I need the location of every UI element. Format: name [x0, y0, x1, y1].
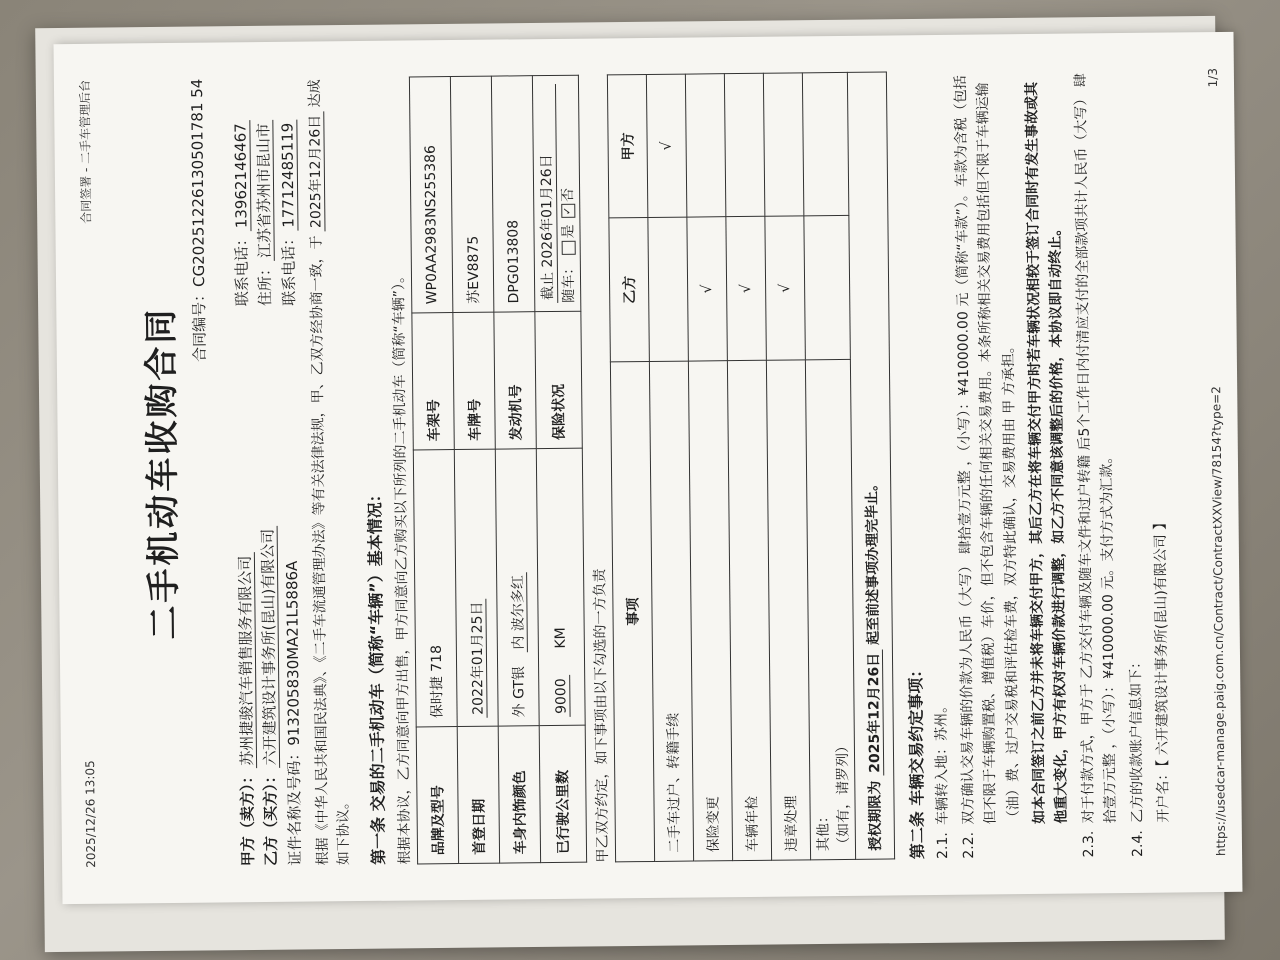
item-text: 乙方的收款账户信息如下：	[1127, 654, 1146, 823]
print-datetime: 2025/12/26 13:05	[83, 760, 99, 868]
task-item: 车辆年检	[727, 360, 771, 861]
item-number	[1029, 824, 1074, 858]
item-text: 开户名：【 六开建筑设计事务所(昆山)有限公司 】	[1152, 515, 1172, 823]
task-col-item: 事项	[610, 361, 654, 862]
task-item-other	[805, 359, 855, 860]
vin-value: WP0AA2983NS255386	[409, 77, 452, 313]
list-item	[1118, 69, 1149, 857]
other-hint: （如有，请罗列）	[834, 738, 852, 852]
article1-title: 第一条 交易的二手机动车（简称“车辆”）基本情况：	[365, 486, 389, 865]
article1-intro: 根据本协议，乙方同意向甲方出售，甲方同意向乙方购买以下所列的二手机动车（简称“车辆”）。	[391, 268, 414, 865]
mileage-label: 已行驶公里数	[539, 725, 586, 862]
page-number: 1/3	[1205, 67, 1221, 88]
item-text: 如本合同签订之前乙方并未将车辆交付甲方，其后乙方在将车辆交付甲方时若车辆状况相较于签订合同时有发生事故或其他重大变化，甲方有权对车辆价款进行调整，如乙方不同意该调整后的价格，本协议即自动终止。	[1024, 81, 1071, 825]
list-item	[923, 71, 954, 859]
page-header	[76, 80, 101, 868]
party-a-name: 苏州捷骏汽车销售服务有限公司	[236, 553, 257, 769]
contract-title: 二手机动车收购合同	[141, 306, 185, 640]
party-b-label: 乙方（买方）：	[261, 768, 281, 867]
contract-page	[54, 32, 1243, 904]
preamble-date: 2025年12月26日	[307, 112, 325, 231]
engine-value: DPG013808	[491, 76, 534, 312]
article2-title: 第二条 车辆交易约定事项：	[905, 661, 927, 860]
color-label: 车身内饰颜色	[498, 726, 540, 863]
page-url[interactable]: https://usedcar-manage.paig.com.cn/Contract/ContractXXView/78154?type=2	[1209, 386, 1229, 857]
no-label: 否	[559, 187, 577, 203]
page-footer	[1206, 68, 1228, 856]
task-col-party-b: 乙方	[608, 218, 648, 362]
color-inner: 内 波尔多红	[510, 572, 528, 653]
list-item	[950, 70, 1025, 859]
mileage-unit: KM	[552, 627, 570, 649]
party-a-phone-label: 联系电话：	[232, 231, 252, 307]
brand-label: 品牌及型号	[416, 727, 458, 864]
task-item: 违章处理	[766, 360, 810, 861]
insurance-until: 截止 2026年01月26日	[535, 84, 558, 303]
color-outer: 外 GT银	[510, 665, 528, 718]
reg-date-label: 首登日期	[457, 726, 499, 863]
item-number: 2.3.	[1080, 830, 1097, 858]
yes-checkbox[interactable]	[561, 240, 575, 254]
vin-label: 车架号	[412, 313, 454, 450]
contract-no-label: 合同编号：	[190, 286, 209, 362]
deadline-label: 授权期限为	[866, 780, 884, 851]
yes-label: 是	[560, 224, 577, 239]
party-b-phone: 17712485119	[278, 120, 298, 231]
table-row	[532, 75, 586, 862]
list-item	[1070, 69, 1123, 857]
insurance-cell	[532, 75, 580, 311]
party-b-id: 913205830MA21L5886A	[282, 560, 303, 746]
task-a-check: √	[646, 74, 686, 218]
task-b-check: √	[764, 216, 804, 360]
table-row	[847, 72, 894, 859]
vehicle-table	[409, 75, 587, 865]
party-b-address-label: 住所：	[256, 260, 275, 307]
item-number: 2.4.	[1129, 830, 1146, 857]
task-b-check: √	[686, 217, 726, 361]
party-b-id-label: 证件名称及号码：	[284, 745, 304, 866]
preamble-text-2: 达成如下协议。	[306, 79, 353, 866]
party-a-label: 甲方（卖方）：	[238, 768, 258, 867]
party-b-name: 六开建筑设计事务所(昆山)有限公司	[259, 526, 281, 769]
deadline-cell	[847, 72, 894, 859]
reg-date-value: 2022年01月25日	[469, 598, 487, 717]
task-a-check	[724, 73, 764, 217]
task-item: 保险变更	[688, 360, 732, 861]
list-item	[1145, 69, 1176, 857]
item-text: 对于付款方式，甲方于 乙方交付车辆及随车文件和过户转籍 后5个工作日内付清应支付的全部款项共计人民币（大写） 肆拾壹万元整 ，（小写）：¥410000.00 元。支付方式为汇款。	[1072, 73, 1119, 824]
task-b-check	[647, 218, 687, 362]
task-a-check	[802, 72, 848, 216]
no-checkbox[interactable]: ✓	[561, 204, 575, 218]
item-number	[1153, 822, 1176, 856]
deadline-date: 2025年12月26日	[865, 650, 883, 776]
list-item	[1021, 70, 1074, 858]
item-number: 2.1.	[934, 832, 951, 860]
task-a-check	[763, 73, 803, 217]
item-number: 2.2.	[960, 831, 977, 859]
party-b-address: 江苏省苏州市昆山市	[255, 120, 275, 261]
article2-items	[923, 69, 1175, 860]
task-table	[606, 71, 894, 862]
task-b-check: √	[725, 217, 765, 361]
task-a-check	[685, 74, 725, 218]
task-item: 二手车过户、转籍手续	[649, 361, 693, 862]
engine-label: 发动机号	[494, 312, 536, 449]
insurance-label: 保险状况	[535, 311, 582, 448]
preamble	[305, 77, 357, 865]
party-a-phone: 13962146467	[231, 120, 251, 231]
plate-label: 车牌号	[453, 312, 495, 449]
mileage-value: 9000	[553, 675, 570, 717]
contract-number	[186, 79, 215, 867]
preamble-text-1: 根据《中华人民共和国民法典》、《二手车流通管理办法》等有关法律法规，甲、乙双方经协商一致，于	[308, 235, 331, 866]
party-b-phone-label: 联系电话：	[278, 230, 298, 306]
item-text: 双方确认交易车辆的价款为人民币（大写） 肆拾壹万元整 ，（小写）：¥410000.00 元（简称“车款”）。车款为含税（包括但不限于车辆购置税、增值税）车价，但不包含车辆的任何相关交易费用。本条所称相关交易费用包括但不限于车辆运输（油）费、过户交易税和评估检车费，双方特此确认，交易费用由 甲 方承担。	[952, 75, 1022, 825]
task-b-check	[803, 216, 849, 360]
brand-value: 保时捷 718	[413, 450, 457, 727]
task-col-party-a: 甲方	[607, 75, 647, 219]
parties-block	[229, 78, 307, 867]
contract-no-value: CG20251226130501781 54	[187, 78, 209, 287]
insurance-follow-label: 随车：	[560, 260, 578, 303]
plate-value: 苏EV8875	[450, 76, 493, 312]
system-name: 合同签署 - 二手车管理后台	[77, 79, 94, 224]
item-text: 车辆转入地：苏州。	[932, 698, 951, 826]
other-label: 其他：	[815, 809, 832, 852]
deadline-tail: 起至前述事项办理完毕止。	[863, 476, 882, 646]
task-intro: 甲乙双方约定，如下事项由以下勾选的一方负责	[591, 568, 611, 863]
